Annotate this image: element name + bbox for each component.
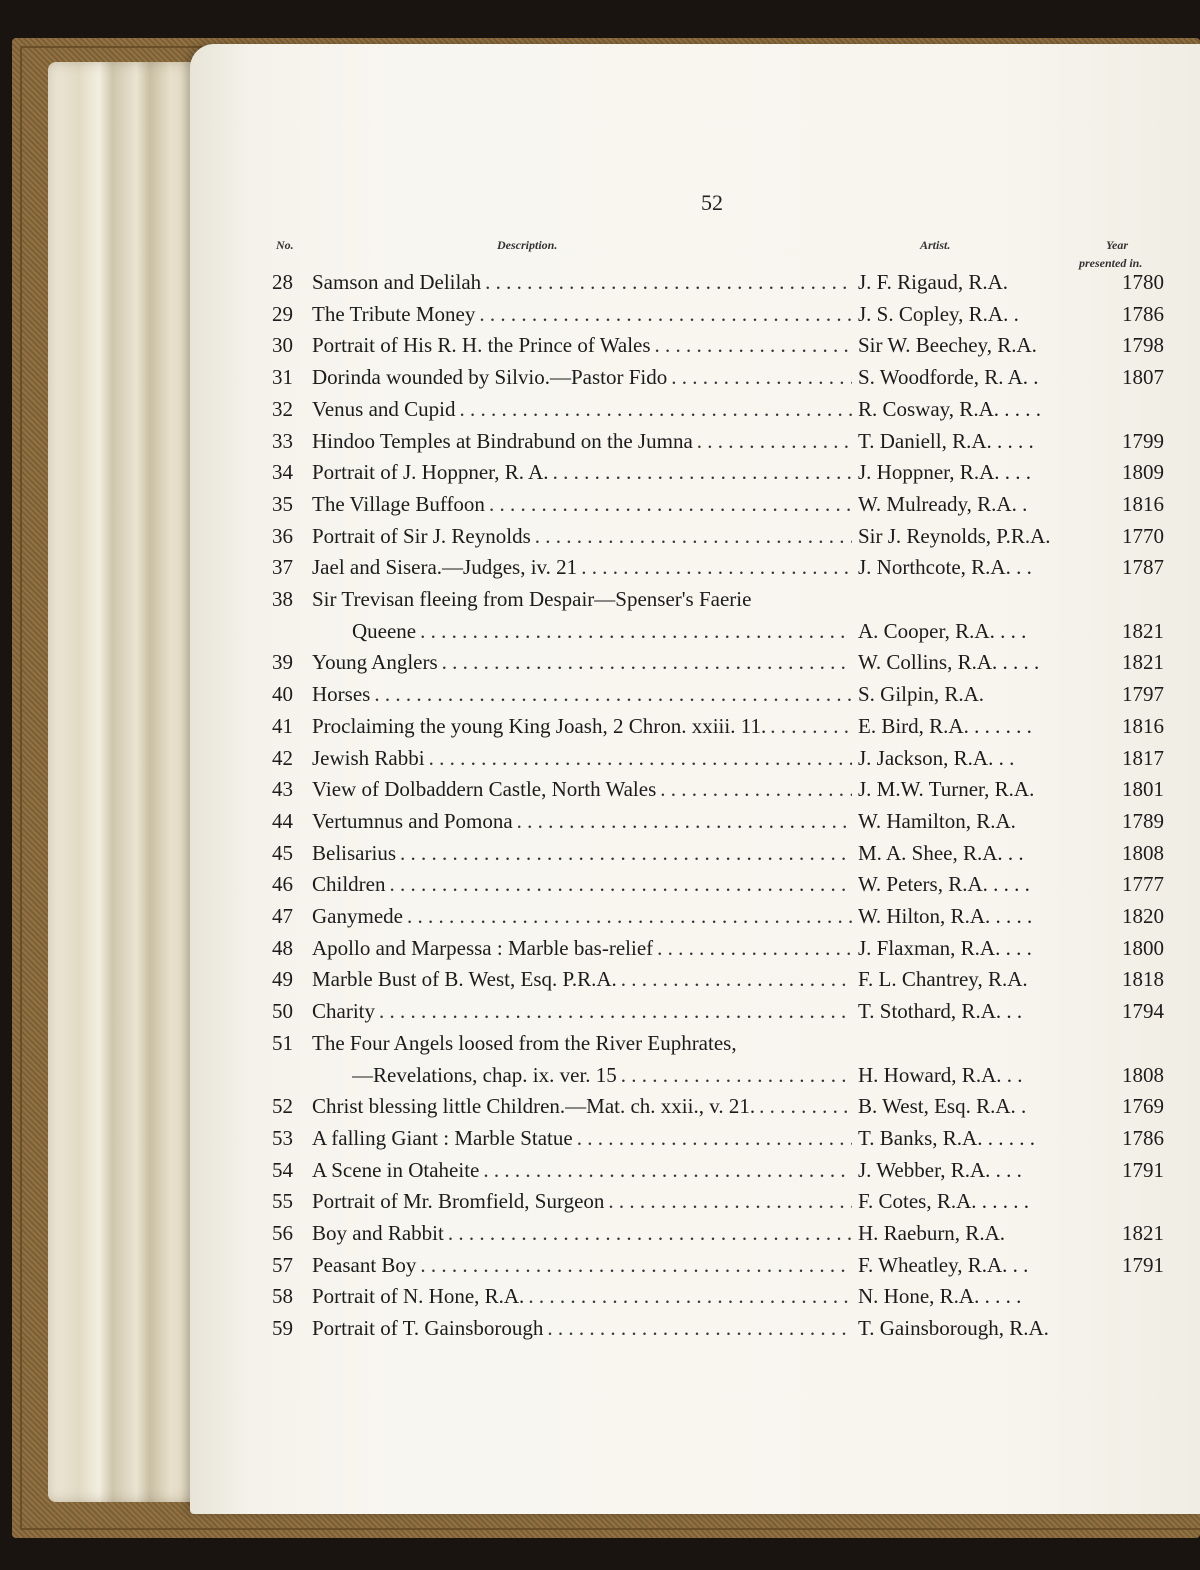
dot-leader xyxy=(379,999,852,1024)
entry-number: 52 xyxy=(272,1094,293,1119)
dot-leader xyxy=(759,1094,852,1119)
entry-description-cell xyxy=(312,872,852,897)
entry-year: 1787 xyxy=(1122,555,1164,580)
entry-artist: H. Raeburn, R.A. xyxy=(858,1221,1005,1245)
entry-description: Christ blessing little Children.—Mat. ch. xxii., v. 21. xyxy=(312,1094,756,1119)
entry-year: 1797 xyxy=(1122,682,1164,707)
entry-description: Hindoo Temples at Bindrabund on the Jumna xyxy=(312,428,693,453)
entry-artist: W. Peters, R.A. . . . . xyxy=(858,872,1030,897)
entry-description: Portrait of N. Hone, R.A. xyxy=(312,1284,525,1309)
entry-description: Portrait of Mr. Bromfield, Surgeon xyxy=(312,1189,605,1214)
header-year: Year xyxy=(1106,238,1128,252)
dot-leader xyxy=(608,1189,852,1214)
entry-number: 41 xyxy=(272,713,293,738)
entry-description: Jewish Rabbi xyxy=(312,745,425,770)
dot-leader xyxy=(535,524,852,549)
dot-leader xyxy=(483,1158,852,1183)
entry-artist: W. Hamilton, R.A. xyxy=(858,808,1016,833)
entry-description-cell xyxy=(312,1126,852,1151)
entry-description: Portrait of J. Hoppner, R. A. xyxy=(312,460,549,485)
entry-number: 38 xyxy=(272,587,293,611)
header-description: Description. xyxy=(497,238,558,252)
entry-year: 1818 xyxy=(1122,967,1164,992)
entry-artist: A. Cooper, R.A. . . . xyxy=(858,618,1027,643)
entry-number: 57 xyxy=(272,1252,293,1277)
entry-description: The Village Buffoon xyxy=(312,491,485,516)
dot-leader xyxy=(621,967,852,992)
dot-leader xyxy=(485,270,852,295)
entry-year: 1786 xyxy=(1122,1125,1164,1150)
entry-description: A Scene in Otaheite xyxy=(312,1157,480,1182)
header-no: No. xyxy=(276,238,294,252)
catalogue-entry xyxy=(272,587,1172,617)
entry-year: 1817 xyxy=(1122,745,1164,770)
entry-number: 35 xyxy=(272,491,293,516)
dot-leader xyxy=(577,1126,852,1151)
entry-year: 1821 xyxy=(1122,650,1164,675)
entry-description: View of Dolbaddern Castle, North Wales xyxy=(312,777,657,802)
entry-artist: Sir W. Beechey, R.A. xyxy=(858,333,1037,358)
dot-leader xyxy=(479,302,852,327)
entry-description-cell xyxy=(312,936,852,961)
catalogue-entry xyxy=(272,1253,1172,1283)
entry-description-cell xyxy=(312,587,852,612)
entry-description: Jael and Sisera.—Judges, iv. 21 xyxy=(312,555,578,580)
entry-artist: W. Mulready, R.A. . xyxy=(858,491,1028,516)
entry-artist: J. F. Rigaud, R.A. xyxy=(858,270,1009,294)
catalogue-entry xyxy=(272,904,1172,934)
entry-description-cell xyxy=(312,809,852,834)
entry-description-cell xyxy=(312,904,852,929)
entry-description: Sir Trevisan fleeing from Despair—Spenser's Faerie xyxy=(312,587,752,611)
entry-year: 1770 xyxy=(1122,523,1164,548)
entry-description: —Revelations, chap. ix. ver. 15 xyxy=(352,1062,617,1087)
entry-number: 49 xyxy=(272,967,293,992)
dot-leader xyxy=(390,872,853,897)
entry-number: 36 xyxy=(272,523,293,548)
entry-artist: J. S. Copley, R.A. . xyxy=(858,301,1019,326)
entry-description-cell xyxy=(312,1316,852,1341)
entry-description: The Four Angels loosed from the River Euphrates, xyxy=(312,1030,737,1055)
entry-year: 1809 xyxy=(1122,460,1164,485)
entry-year: 1820 xyxy=(1122,904,1164,928)
catalogue-entry xyxy=(272,365,1172,395)
catalogue-entry xyxy=(272,1063,1172,1093)
entry-artist: H. Howard, R.A. . . xyxy=(858,1062,1023,1087)
entry-description: Dorinda wounded by Silvio.—Pastor Fido xyxy=(312,365,668,390)
entry-number: 55 xyxy=(272,1189,293,1214)
dot-leader xyxy=(374,682,852,707)
entry-number: 59 xyxy=(272,1316,293,1341)
entry-year: 1791 xyxy=(1122,1157,1164,1182)
entry-artist: R. Cosway, R.A. . . . . xyxy=(858,396,1041,421)
entry-number: 28 xyxy=(272,270,293,294)
entry-artist: Sir J. Reynolds, P.R.A. xyxy=(858,523,1051,548)
catalogue-entry xyxy=(272,872,1172,902)
entry-description: Peasant Boy xyxy=(312,1252,417,1277)
entry-description-cell xyxy=(352,619,852,644)
entry-description-cell xyxy=(312,777,852,802)
entry-year: 1807 xyxy=(1122,365,1164,390)
dot-leader xyxy=(553,460,852,485)
entry-description: Vertumnus and Pomona xyxy=(312,808,513,833)
dot-leader xyxy=(581,555,852,580)
entry-description-cell xyxy=(312,429,852,454)
catalogue-entry xyxy=(272,1284,1172,1314)
entry-artist: T. Stothard, R.A. . . xyxy=(858,999,1023,1024)
catalogue-entry xyxy=(272,682,1172,712)
entry-artist: J. Hoppner, R.A. . . . xyxy=(858,460,1031,485)
entry-number: 43 xyxy=(272,777,293,802)
dot-leader xyxy=(420,619,852,644)
entry-artist: W. Collins, R.A. . . . . xyxy=(858,650,1040,675)
entry-description: Proclaiming the young King Joash, 2 Chron. xxiii. 11. xyxy=(312,713,767,738)
catalogue-entry xyxy=(272,1094,1172,1124)
catalogue-entry xyxy=(272,714,1172,744)
entry-description-cell xyxy=(312,1284,852,1309)
catalogue-entry xyxy=(272,777,1172,807)
dot-leader xyxy=(460,397,853,422)
catalogue-entry xyxy=(272,333,1172,363)
entry-year: 1801 xyxy=(1122,777,1164,802)
entry-number: 39 xyxy=(272,650,293,675)
entry-number: 56 xyxy=(272,1221,293,1245)
entry-artist: T. Daniell, R.A. . . . . xyxy=(858,428,1034,453)
dot-leader xyxy=(517,809,852,834)
entry-description: Apollo and Marpessa : Marble bas-relief xyxy=(312,935,654,960)
entry-artist: J. M.W. Turner, R.A. xyxy=(858,777,1035,802)
page-number: 52 xyxy=(701,190,723,215)
catalogue-entry xyxy=(272,1031,1172,1061)
entry-year: 1808 xyxy=(1122,840,1164,865)
entry-number: 29 xyxy=(272,301,293,326)
entry-artist: E. Bird, R.A. . . . . . . xyxy=(858,713,1032,738)
catalogue-entry xyxy=(272,555,1172,585)
entry-description-cell xyxy=(312,841,852,866)
entry-description-cell xyxy=(312,365,852,390)
entry-description-cell xyxy=(312,1031,852,1056)
catalogue-entry xyxy=(272,1126,1172,1156)
entry-description: Portrait of His R. H. the Prince of Wales xyxy=(312,333,651,358)
catalogue-entry xyxy=(272,841,1172,871)
entry-number: 54 xyxy=(272,1157,293,1182)
catalogue-entry xyxy=(272,809,1172,839)
entry-year: 1786 xyxy=(1122,301,1164,326)
entry-artist: F. L. Chantrey, R.A. xyxy=(858,967,1028,992)
entry-description-cell xyxy=(312,1253,852,1278)
dot-leader xyxy=(770,714,852,739)
entry-number: 33 xyxy=(272,428,293,453)
entry-description-cell xyxy=(312,397,852,422)
entry-number: 51 xyxy=(272,1030,293,1055)
entry-description: The Tribute Money xyxy=(312,301,476,326)
entry-artist: J. Flaxman, R.A. . . . xyxy=(858,935,1032,960)
entry-artist: S. Woodforde, R. A. . xyxy=(858,365,1039,390)
entry-description-cell xyxy=(312,333,852,358)
entry-year: 1821 xyxy=(1122,1221,1164,1245)
dot-leader xyxy=(400,841,852,866)
catalogue-entry xyxy=(272,1316,1172,1346)
entry-description-cell xyxy=(312,650,852,675)
entry-number: 32 xyxy=(272,396,293,421)
entry-description: Children xyxy=(312,872,386,897)
dot-leader xyxy=(547,1316,852,1341)
entry-description: Charity xyxy=(312,999,375,1024)
entry-description-cell xyxy=(312,967,852,992)
catalogue-entry xyxy=(272,746,1172,776)
entry-description: Ganymede xyxy=(312,904,403,928)
entry-year: 1777 xyxy=(1122,872,1164,897)
entry-number: 47 xyxy=(272,904,293,928)
catalogue-entry xyxy=(272,999,1172,1029)
entry-description-cell xyxy=(312,714,852,739)
dot-leader xyxy=(420,1253,852,1278)
catalogue-entry xyxy=(272,619,1172,649)
entry-description-cell xyxy=(312,555,852,580)
entry-artist: F. Cotes, R.A. . . . . . xyxy=(858,1189,1030,1214)
catalogue-entry xyxy=(272,429,1172,459)
entry-year: 1821 xyxy=(1122,618,1164,643)
entry-description-cell xyxy=(312,270,852,295)
entry-description: Young Anglers xyxy=(312,650,438,675)
entry-year: 1800 xyxy=(1122,935,1164,960)
entry-description-cell xyxy=(312,1158,852,1183)
entry-year: 1816 xyxy=(1122,713,1164,738)
entry-artist: F. Wheatley, R.A. . . xyxy=(858,1252,1029,1277)
entry-number: 37 xyxy=(272,555,293,580)
entry-description: A falling Giant : Marble Statue xyxy=(312,1125,573,1150)
catalogue-entry xyxy=(272,1221,1172,1251)
entry-description: Belisarius xyxy=(312,840,396,865)
entry-year: 1769 xyxy=(1122,1094,1164,1119)
entry-description-cell xyxy=(312,524,852,549)
entry-artist: J. Jackson, R.A. . . xyxy=(858,745,1015,770)
entry-description-cell xyxy=(312,460,852,485)
catalogue-entry xyxy=(272,524,1172,554)
dot-leader xyxy=(621,1063,852,1088)
entry-artist: W. Hilton, R.A. . . . . xyxy=(858,904,1033,928)
entry-description-cell xyxy=(312,1094,852,1119)
dot-leader xyxy=(448,1221,852,1246)
entry-description: Marble Bust of B. West, Esq. P.R.A. xyxy=(312,967,617,992)
entry-year: 1816 xyxy=(1122,491,1164,516)
entry-description: Portrait of T. Gainsborough xyxy=(312,1316,544,1341)
entry-description-cell xyxy=(312,999,852,1024)
entry-number: 30 xyxy=(272,333,293,358)
catalogue-entry xyxy=(272,460,1172,490)
header-year-presented: presented in. xyxy=(1079,256,1143,270)
entry-description-cell xyxy=(312,682,852,707)
entry-number: 42 xyxy=(272,745,293,770)
entry-year: 1808 xyxy=(1122,1062,1164,1087)
catalogue-entry xyxy=(272,936,1172,966)
entry-year: 1789 xyxy=(1122,808,1164,833)
entry-number: 44 xyxy=(272,808,293,833)
entry-year: 1780 xyxy=(1122,270,1164,294)
catalogue-entry xyxy=(272,1158,1172,1188)
dot-leader xyxy=(671,365,852,390)
entry-number: 45 xyxy=(272,840,293,865)
entry-artist: N. Hone, R.A. . . . . xyxy=(858,1284,1022,1309)
entry-description: Horses xyxy=(312,682,371,707)
dot-leader xyxy=(528,1284,852,1309)
entry-number: 31 xyxy=(272,365,293,390)
entry-year: 1798 xyxy=(1122,333,1164,358)
catalogue-entry xyxy=(272,967,1172,997)
entry-artist: T. Gainsborough, R.A. xyxy=(858,1316,1049,1341)
dot-leader xyxy=(660,777,852,802)
entry-artist: S. Gilpin, R.A. xyxy=(858,682,985,707)
entry-description: Boy and Rabbit xyxy=(312,1221,444,1245)
entry-number: 46 xyxy=(272,872,293,897)
entry-number: 50 xyxy=(272,999,293,1024)
entry-year: 1794 xyxy=(1122,999,1164,1024)
entry-number: 40 xyxy=(272,682,293,707)
entry-description-cell xyxy=(312,492,852,517)
catalogue-entry xyxy=(272,270,1172,300)
catalogue-entry xyxy=(272,397,1172,427)
entry-year: 1799 xyxy=(1122,428,1164,453)
entry-description-cell xyxy=(312,302,852,327)
entry-number: 58 xyxy=(272,1284,293,1309)
entry-artist: M. A. Shee, R.A. . . xyxy=(858,840,1024,865)
dot-leader xyxy=(697,429,852,454)
entry-year: 1791 xyxy=(1122,1252,1164,1277)
dot-leader xyxy=(407,904,852,929)
entry-description: Portrait of Sir J. Reynolds xyxy=(312,523,531,548)
entry-artist: J. Webber, R.A. . . . xyxy=(858,1157,1022,1182)
entry-description-cell xyxy=(312,1221,852,1246)
dot-leader xyxy=(429,746,852,771)
catalogue-entry xyxy=(272,1189,1172,1219)
entry-artist: T. Banks, R.A. . . . . . xyxy=(858,1125,1035,1150)
dot-leader xyxy=(489,492,852,517)
entry-number: 34 xyxy=(272,460,293,485)
dot-leader xyxy=(655,333,852,358)
entry-description-cell xyxy=(312,746,852,771)
entry-description-cell xyxy=(352,1063,852,1088)
dot-leader xyxy=(657,936,852,961)
entry-description: Queene xyxy=(352,618,417,643)
catalogue-entry xyxy=(272,302,1172,332)
catalogue-entry xyxy=(272,492,1172,522)
entry-number: 48 xyxy=(272,935,293,960)
entry-number: 53 xyxy=(272,1125,293,1150)
catalogue-entry xyxy=(272,650,1172,680)
entry-artist: J. Northcote, R.A. . . xyxy=(858,555,1032,580)
entry-description: Samson and Delilah xyxy=(312,270,482,294)
entry-description-cell xyxy=(312,1189,852,1214)
header-artist: Artist. xyxy=(920,238,951,252)
entry-description: Venus and Cupid xyxy=(312,396,456,421)
dot-leader xyxy=(442,650,852,675)
entry-artist: B. West, Esq. R.A. . xyxy=(858,1094,1027,1119)
